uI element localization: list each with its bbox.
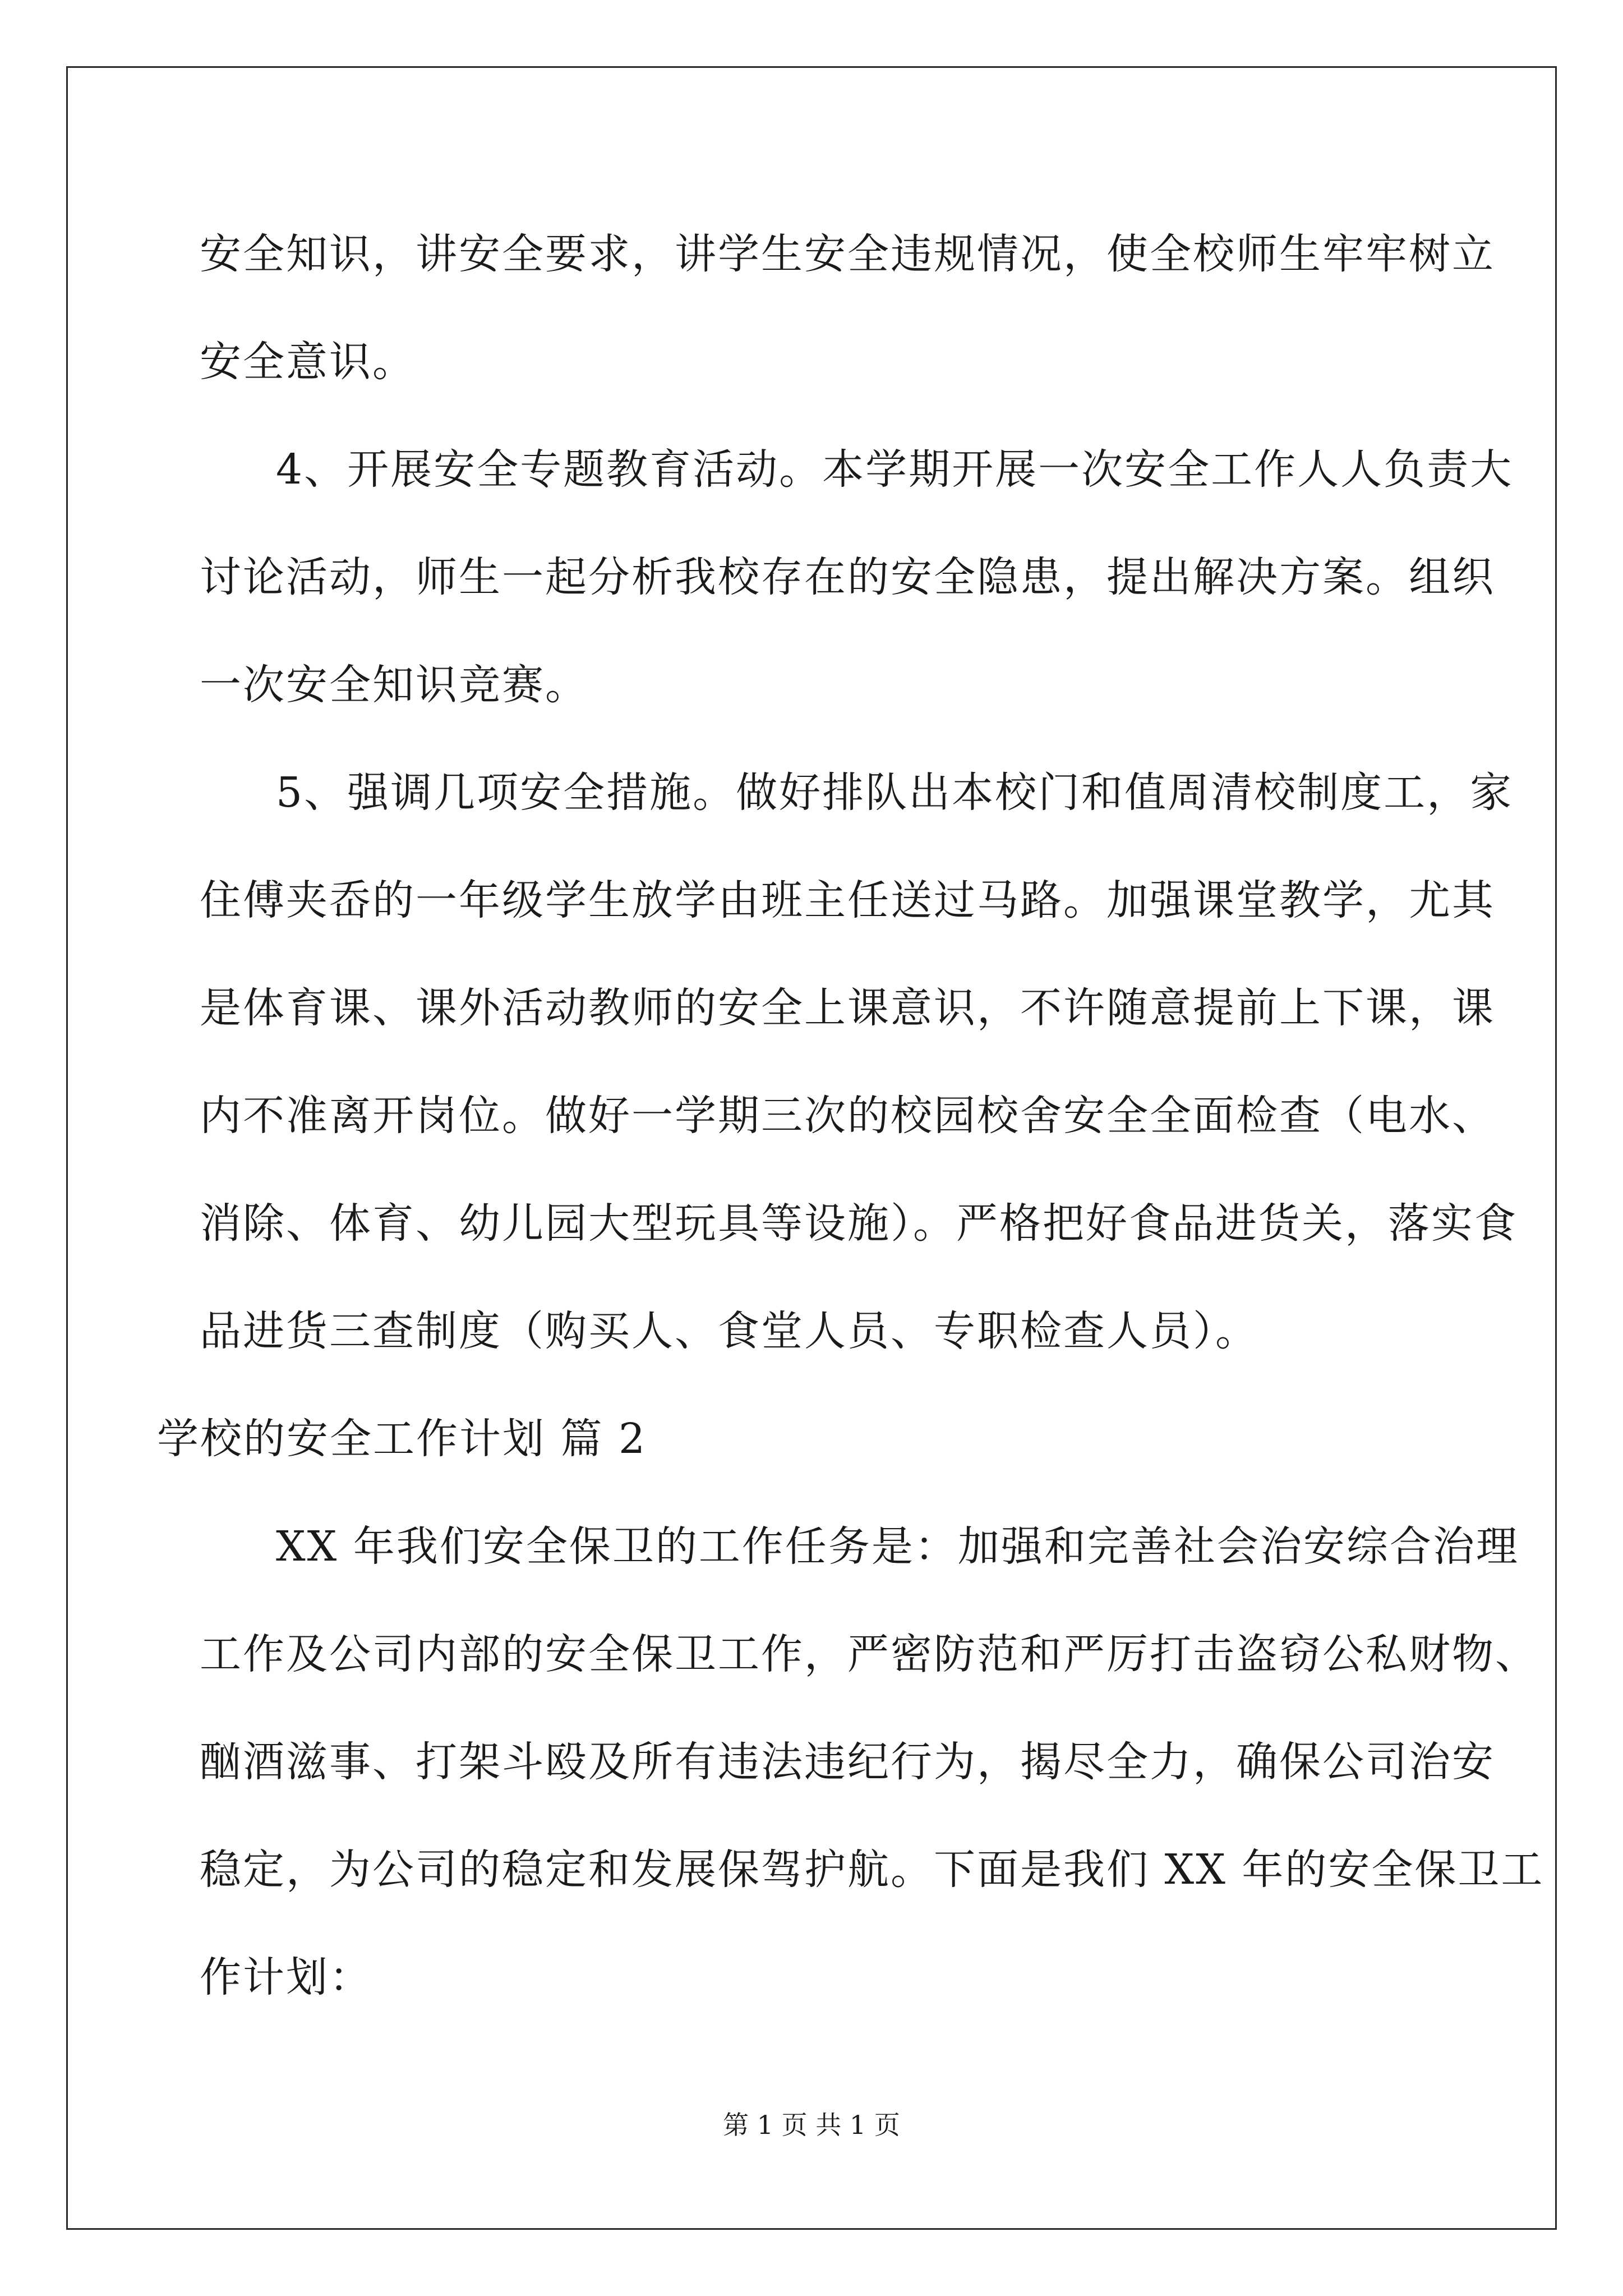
text-line-14: 工作及公司内部的安全保卫工作，严密防范和严厉打击盗窃公私财物、	[200, 1630, 1538, 1678]
text-line-6: 5、强调几项安全措施。做好排队出本校门和值周清校制度工，家	[276, 769, 1514, 817]
text-line-15: 酗酒滋事、打架斗殴及所有违法违纪行为，揭尽全力，确保公司治安	[200, 1738, 1495, 1786]
text-line-3: 4、开展安全专题教育活动。本学期开展一次安全工作人人负责大	[276, 445, 1514, 494]
text-line-2: 安全意识。	[200, 338, 416, 386]
text-line-5: 一次安全知识竞赛。	[200, 661, 588, 709]
text-line-13: XX 年我们安全保卫的工作任务是：加强和完善社会治安综合治理	[276, 1522, 1519, 1571]
section-heading: 学校的安全工作计划 篇 2	[157, 1415, 647, 1463]
text-line-1: 安全知识，讲安全要求，讲学生安全违规情况，使全校师生牢牢树立	[200, 230, 1495, 278]
text-line-10: 消除、体育、幼儿园大型玩具等设施）。严格把好食品进货关，落实食	[200, 1199, 1518, 1248]
text-line-17: 作计划：	[200, 1953, 372, 2001]
text-line-4: 讨论活动，师生一起分析我校存在的安全隐患，提出解决方案。组织	[200, 553, 1495, 601]
text-line-7: 住傅夹岙的一年级学生放学由班主任送过马路。加强课堂教学，尤其	[200, 876, 1495, 924]
text-line-9: 内不准离开岗位。做好一学期三次的校园校舍安全全面检查（电水、	[200, 1092, 1495, 1140]
text-line-16: 稳定，为公司的稳定和发展保驾护航。下面是我们 XX 年的安全保卫工	[200, 1846, 1544, 1894]
text-line-11: 品进货三查制度（购买人、食堂人员、专职检查人员）。	[200, 1307, 1258, 1355]
page-footer: 第 1 页 共 1 页	[723, 2110, 900, 2140]
text-line-8: 是体育课、课外活动教师的安全上课意识，不许随意提前上下课，课	[200, 984, 1495, 1032]
page-border	[66, 66, 1557, 2230]
